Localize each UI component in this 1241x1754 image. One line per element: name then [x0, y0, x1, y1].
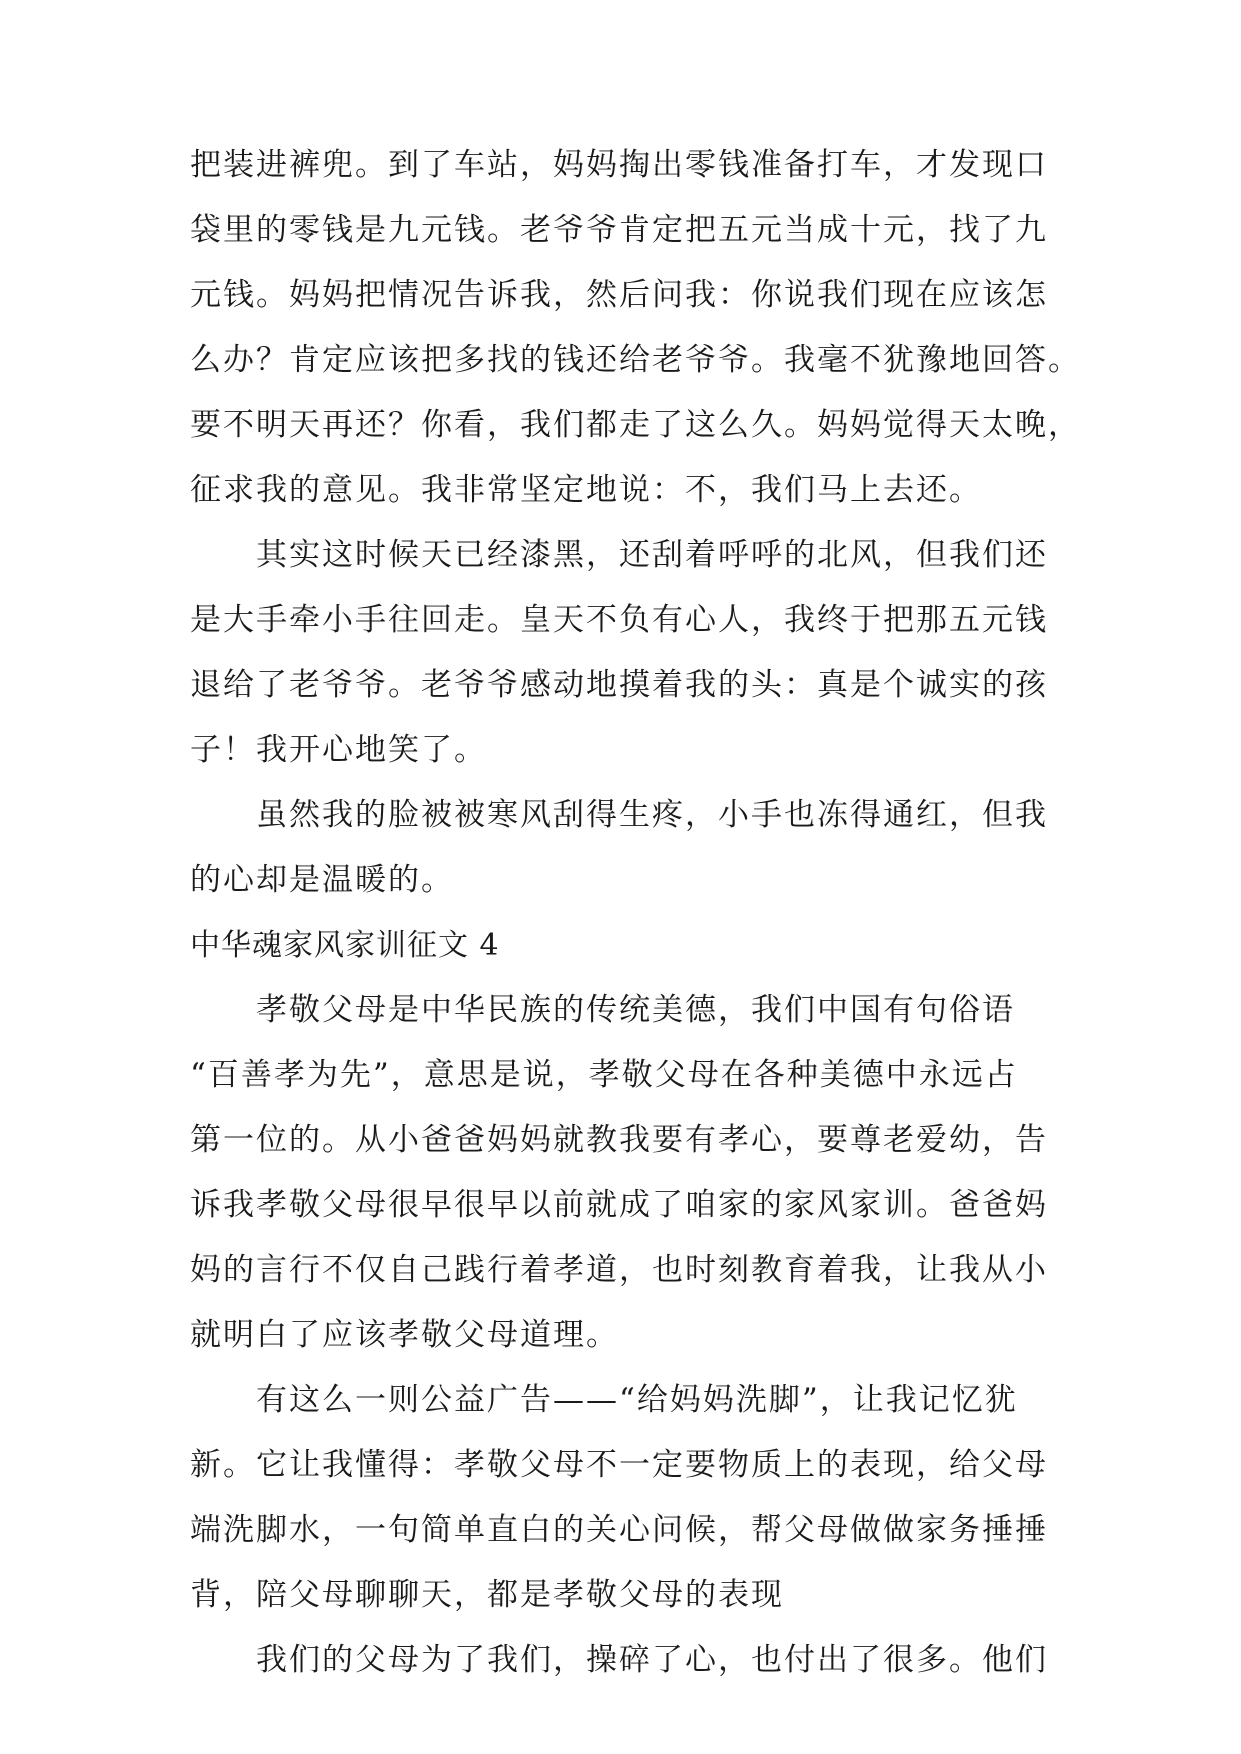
text-line: 诉我孝敬父母很早很早以前就成了咱家的家风家训。爸爸妈: [190, 1187, 1048, 1223]
text-line: 端洗脚水，一句简单直白的关心问候，帮父母做做家务捶捶: [190, 1512, 1048, 1548]
paragraph: [190, 133, 1081, 523]
text-line: 背，陪父母聊聊天，都是孝敬父母的表现: [190, 1577, 784, 1613]
paragraph: [190, 1368, 1050, 1628]
text-line: 元钱。妈妈把情况告诉我，然后问我：你说我们现在应该怎: [190, 277, 1048, 313]
text-line: 其实这时候天已经漆黑，还刮着呼呼的北风，但我们还: [256, 537, 1048, 573]
text-line: 子！我开心地笑了。: [190, 732, 487, 768]
text-line: 虽然我的脸被被寒风刮得生疼，小手也冻得通红，但我: [256, 797, 1048, 833]
text-line: 是大手牵小手往回走。皇天不负有心人，我终于把那五元钱: [190, 602, 1048, 638]
text-line: 要不明天再还？你看，我们都走了这么久。妈妈觉得天太晚，: [190, 407, 1081, 443]
paragraph: [190, 523, 1050, 783]
text-line: 就明白了应该孝敬父母道理。: [190, 1317, 619, 1353]
section-heading: 中华魂家风家训征文 4: [190, 928, 500, 963]
text-line: 有这么一则公益广告——“给妈妈洗脚”，让我记忆犹: [256, 1382, 1018, 1418]
text-line: 么办？肯定应该把多找的钱还给老爷爷。我毫不犹豫地回答。: [190, 342, 1081, 378]
paragraph: [190, 978, 1050, 1368]
text-line: 新。它让我懂得：孝敬父母不一定要物质上的表现，给父母: [190, 1447, 1048, 1483]
text-line: 孝敬父母是中华民族的传统美德，我们中国有句俗语: [256, 992, 1015, 1028]
document-body: [190, 133, 1081, 1693]
paragraph: [190, 783, 1050, 913]
text-line: 袋里的零钱是九元钱。老爷爷肯定把五元当成十元，找了九: [190, 212, 1048, 248]
text-line: 妈的言行不仅自己践行着孝道，也时刻教育着我，让我从小: [190, 1252, 1048, 1288]
text-line: 征求我的意见。我非常坚定地说：不，我们马上去还。: [190, 472, 982, 508]
text-line: 的心却是温暖的。: [190, 862, 454, 898]
text-line: 第一位的。从小爸爸妈妈就教我要有孝心，要尊老爱幼，告: [190, 1122, 1048, 1158]
paragraph: [190, 1628, 1050, 1693]
text-line: 我们的父母为了我们，操碎了心，也付出了很多。他们: [256, 1642, 1048, 1678]
text-line: 把装进裤兜。到了车站，妈妈掏出零钱准备打车，才发现口: [190, 147, 1048, 183]
text-line: 退给了老爷爷。老爷爷感动地摸着我的头：真是个诚实的孩: [190, 667, 1048, 703]
text-line: “百善孝为先”，意思是说，孝敬父母在各种美德中永远占: [190, 1057, 1018, 1093]
